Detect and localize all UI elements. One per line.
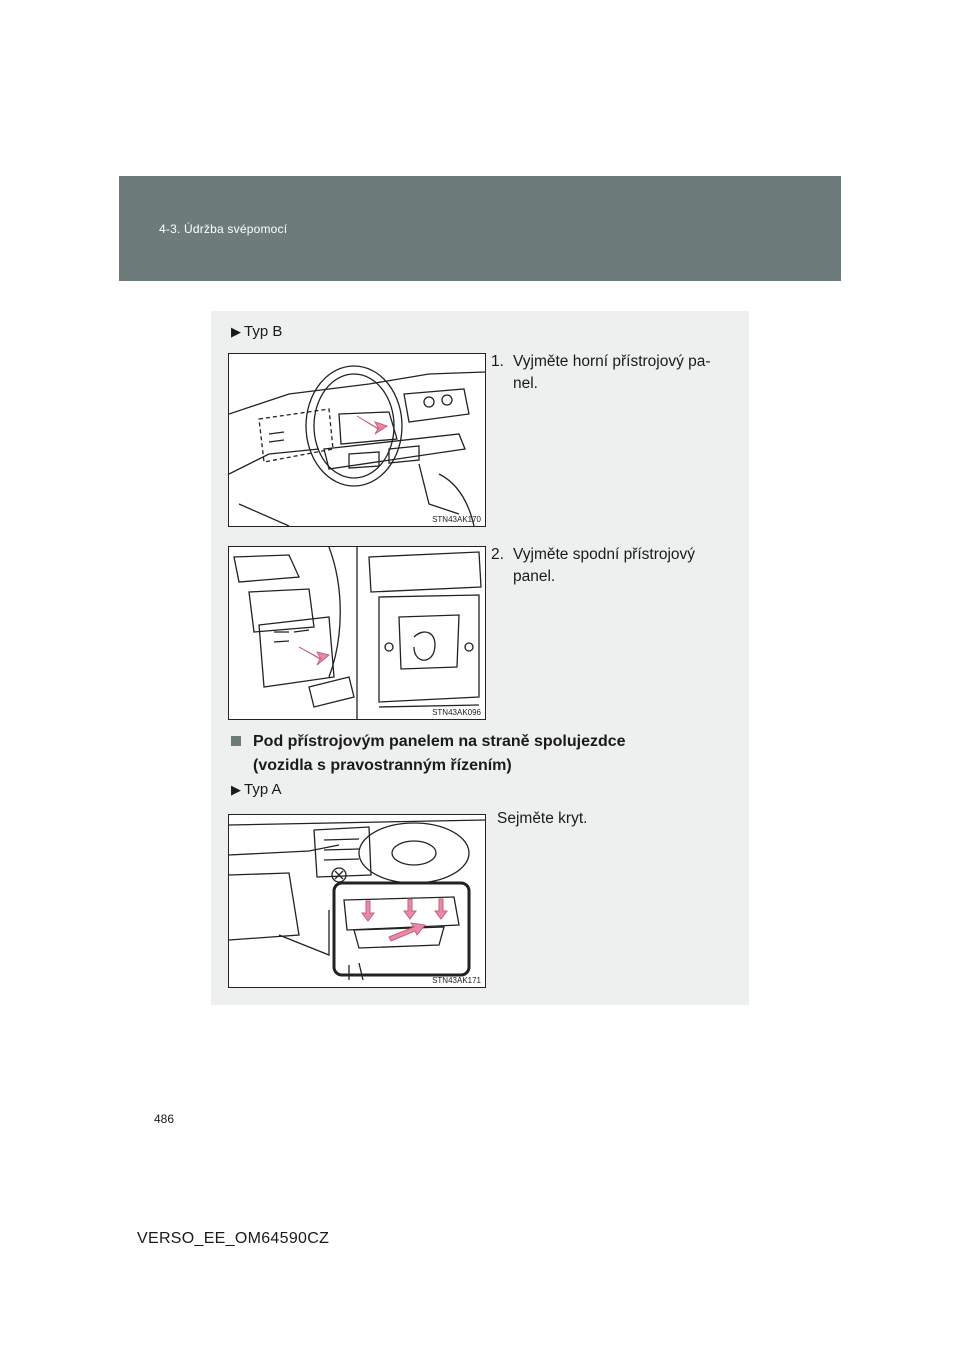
- dashboard-illustration-1: [229, 354, 485, 526]
- dashboard-illustration-2: [229, 547, 485, 719]
- step-1-line1: Vyjměte horní přístrojový pa-: [513, 353, 711, 370]
- step-2-line1: Vyjměte spodní přístrojový: [513, 546, 696, 563]
- section-heading-line1: Pod přístrojovým panelem na straně spolujezdce: [253, 733, 626, 750]
- content-box: [211, 311, 749, 1005]
- step-1-line2: nel.: [513, 375, 538, 392]
- typ-b-heading: [231, 321, 282, 343]
- section-title: 4-3. Údržba svépomocí: [159, 222, 288, 236]
- step-2-number: 2.: [491, 546, 504, 563]
- figure-code: STN43AK170: [432, 515, 481, 524]
- figure-upper-panel-removal: [228, 353, 486, 527]
- figure-code: STN43AK096: [432, 708, 481, 717]
- figure-lower-panel-removal: [228, 546, 486, 720]
- typ-a-instruction: Sejměte kryt.: [497, 810, 588, 827]
- triangle-right-icon: ▶: [231, 324, 241, 339]
- section-heading-line2: (vozidla s pravostranným řízením): [253, 757, 512, 774]
- typ-b-label: Typ B: [244, 323, 283, 340]
- step-1: [491, 351, 741, 395]
- header-band: [119, 176, 841, 281]
- dashboard-illustration-3: [229, 815, 485, 987]
- triangle-right-icon: ▶: [231, 782, 241, 797]
- step-2: [491, 544, 741, 588]
- page-number: 486: [154, 1112, 175, 1126]
- figure-code: STN43AK171: [432, 976, 481, 985]
- step-1-number: 1.: [491, 353, 504, 370]
- step-2-line2: panel.: [513, 568, 556, 585]
- document-code: VERSO_EE_OM64590CZ: [137, 1230, 330, 1247]
- typ-a-heading: [231, 779, 282, 801]
- typ-a-label: Typ A: [244, 781, 282, 798]
- section-heading: [231, 730, 731, 778]
- figure-cover-removal: [228, 814, 486, 988]
- square-bullet-icon: [231, 736, 241, 746]
